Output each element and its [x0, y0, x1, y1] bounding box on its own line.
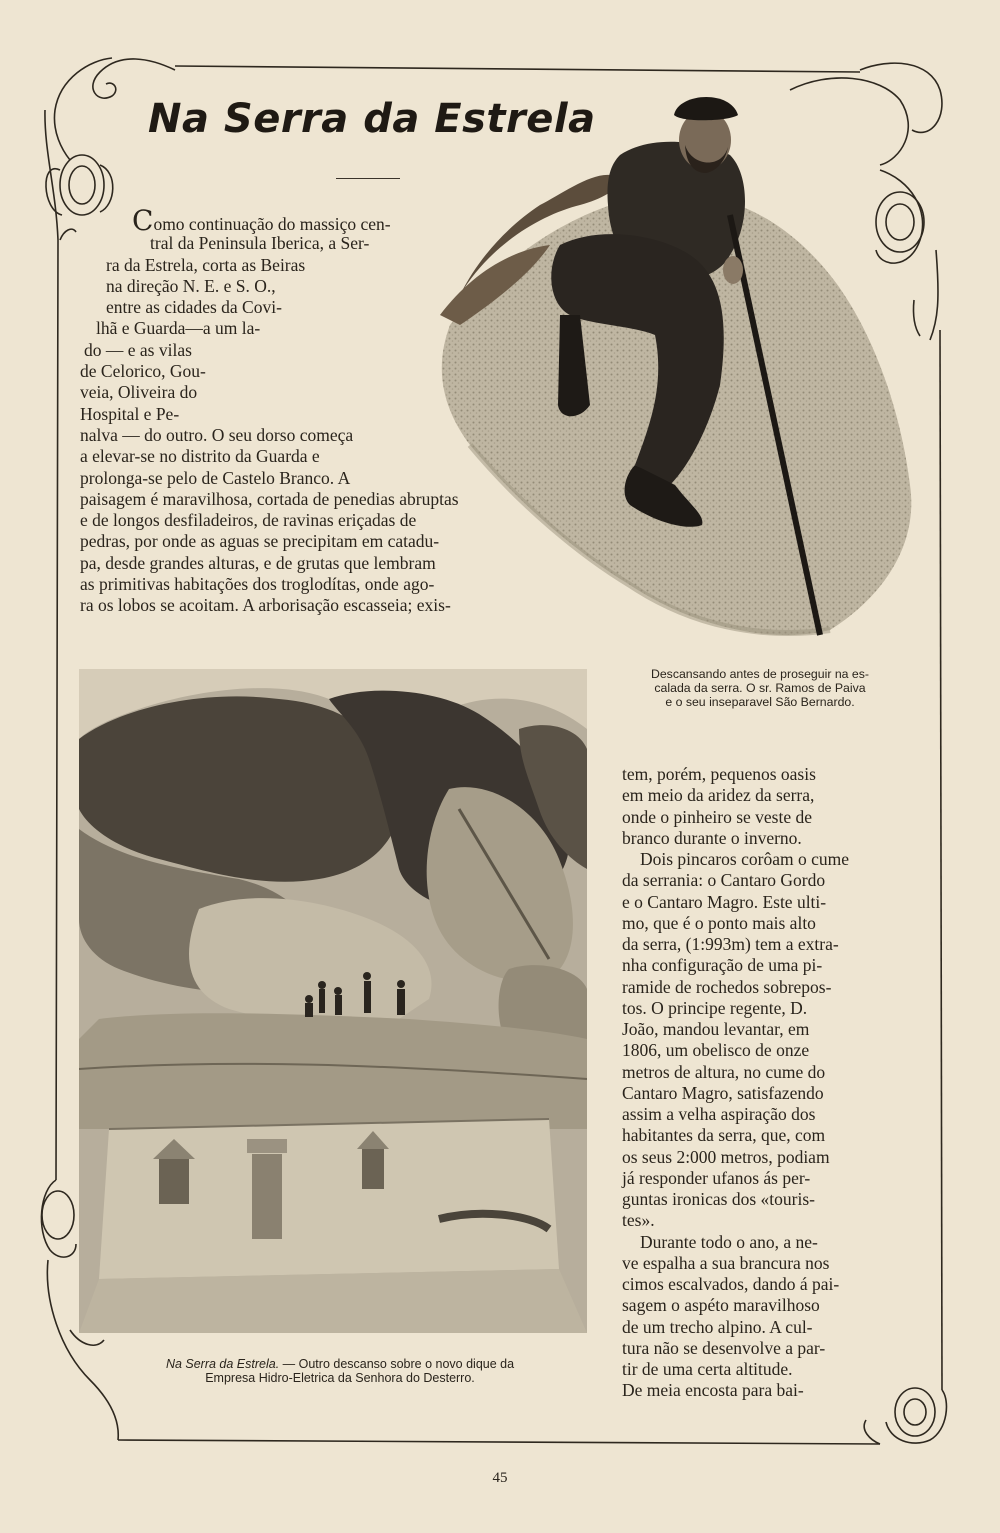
text-line: Hospital e Pe-: [80, 403, 180, 424]
text-line: tir de uma certa altitude.: [622, 1359, 793, 1379]
text-line: ra da Estrela, corta as Beiras: [106, 254, 306, 275]
text-line: os seus 2:000 metros, podiam: [622, 1146, 830, 1167]
text-line: já responder ufanos ás per-: [622, 1167, 811, 1188]
text-line: da serrania: o Cantaro Gordo: [622, 870, 826, 891]
caption-line: Empresa Hidro-Eletrica da Senhora do Desterro.: [205, 1371, 475, 1385]
text-line: Durante todo o ano, a ne-: [640, 1231, 818, 1252]
text-line: do — e as vilas: [84, 339, 192, 360]
text-line: tes».: [622, 1210, 655, 1231]
text-line: onde o pinheiro se veste de: [622, 806, 813, 827]
photo-granite-rocks-dam: [79, 669, 587, 1333]
text-line: guntas ironicas dos «touris-: [622, 1189, 815, 1209]
text-line: assim a velha aspiração dos: [622, 1104, 816, 1124]
caption-top-photo: [615, 667, 905, 709]
text-line: 1806, um obelisco de onze: [622, 1040, 810, 1061]
text-line: de Celorico, Gou-: [80, 361, 206, 382]
text-line: da serra, (1:993m) tem a extra-: [622, 934, 839, 954]
text-line: tos. O principe regente, D.: [622, 997, 808, 1018]
caption-bottom-photo: [100, 1357, 580, 1385]
caption-line: e o seu inseparavel São Bernardo.: [665, 695, 855, 709]
text-line: e de longos desfiladeiros, de ravinas eriçadas de: [80, 510, 417, 531]
text-line: ve espalha a sua brancura nos: [622, 1252, 830, 1273]
text-line: sagem o aspéto maravilhoso: [622, 1295, 820, 1316]
article-title: Na Serra da Estrela: [148, 96, 596, 142]
text-line: prolonga-se pelo de Castelo Branco. A: [80, 467, 351, 488]
text-line: nalva — do outro. O seu dorso começa: [80, 424, 354, 445]
text-line: branco durante o inverno.: [622, 827, 802, 848]
text-line: pa, desde grandes alturas, e de grutas que lembram: [80, 552, 436, 573]
intro-paragraph: [80, 204, 560, 617]
caption-line: Descansando antes de proseguir na es-: [650, 667, 870, 681]
text-line: entre as cidades da Covi-: [106, 297, 282, 318]
right-column-text: [622, 764, 892, 1402]
text-line: Dois pincaros corôam o cume: [640, 849, 849, 869]
text-line: De meia encosta para bai-: [622, 1380, 804, 1401]
text-line: tura não se desenvolve a par-: [622, 1337, 826, 1358]
text-line: João, mandou levantar, em: [622, 1019, 810, 1039]
caption-line: calada da serra. O sr. Ramos de Paiva: [654, 681, 866, 695]
text-line: na direção N. E. e S. O.,: [106, 275, 276, 296]
text-line: mo, que é o ponto mais alto: [622, 912, 816, 933]
text-line: Cantaro Magro, satisfazendo: [622, 1082, 824, 1103]
text-line: e o Cantaro Magro. Este ulti-: [622, 891, 827, 912]
text-line: lhã e Guarda—a um la-: [96, 318, 261, 339]
text-line: tral da Peninsula Iberica, a Ser-: [150, 233, 370, 254]
text-line: pedras, por onde as aguas se precipitam em catadu-: [80, 531, 440, 552]
text-line: habitantes da serra, que, com: [622, 1125, 826, 1146]
text-line: Como continuação do massiço cen-: [132, 204, 391, 237]
text-line: as primitivas habitações dos troglodítas, onde ago-: [80, 574, 435, 595]
title-divider: [336, 178, 400, 179]
text-line: paisagem é maravilhosa, cortada de penedias abruptas: [80, 488, 459, 509]
text-line: ramide de rochedos sobrepos-: [622, 976, 832, 997]
text-line: cimos escalvados, dando á pai-: [622, 1274, 840, 1294]
text-line: ra os lobos se acoitam. A arborisação escasseia; exis-: [80, 595, 451, 616]
page-number: 45: [492, 1470, 508, 1486]
drop-cap: C: [132, 204, 154, 237]
text-line: de um trecho alpino. A cul-: [622, 1316, 813, 1337]
text-line: a elevar-se no distrito da Guarda e: [80, 446, 320, 467]
text-line: veia, Oliveira do: [80, 382, 198, 403]
text-line: em meio da aridez da serra,: [622, 785, 815, 806]
text-line: metros de altura, no cume do: [622, 1061, 826, 1082]
caption-line: Na Serra da Estrela. — Outro descanso sobre o novo dique da: [165, 1357, 515, 1371]
text-line: nha configuração de uma pi-: [622, 955, 823, 976]
text-line: tem, porém, pequenos oasis: [622, 764, 816, 784]
